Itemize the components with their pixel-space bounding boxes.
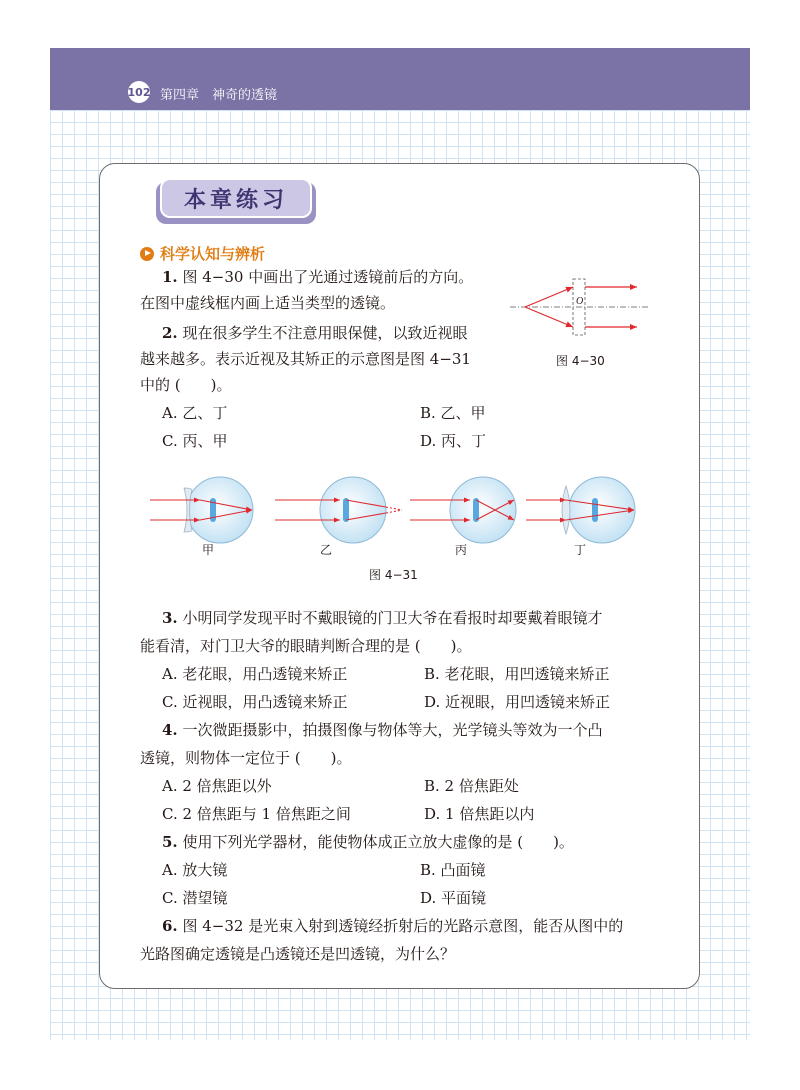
chapter-title: 第四章 神奇的透镜 bbox=[160, 88, 278, 103]
fig431-caption: 图 4−31 bbox=[369, 568, 418, 582]
page-number: 102 bbox=[128, 81, 150, 103]
q4-option-a: A. 2 倍焦距以外 bbox=[162, 777, 272, 795]
fig431-label-yi: 乙 bbox=[320, 543, 333, 557]
section-title: 科学认知与辨析 bbox=[160, 245, 266, 263]
q4-option-c: C. 2 倍焦距与 1 倍焦距之间 bbox=[162, 805, 351, 823]
q2-option-d: D. 丙、丁 bbox=[420, 432, 487, 450]
q3-line1 bbox=[162, 609, 602, 627]
q6-number: 6. bbox=[162, 917, 178, 935]
play-bullet-icon bbox=[140, 247, 154, 261]
q5-line1 bbox=[162, 833, 574, 851]
q2-line2: 越来越多。表示近视及其矫正的示意图是图 4−31 bbox=[140, 350, 471, 368]
eye-diagram-jia bbox=[150, 477, 253, 543]
q5-option-a: A. 放大镜 bbox=[162, 861, 228, 879]
q2-option-a: A. 乙、丁 bbox=[162, 404, 228, 422]
q2-text1: 现在很多学生不注意用眼保健，以致近视眼 bbox=[182, 324, 468, 342]
fig431-label-jia: 甲 bbox=[202, 543, 215, 557]
q1-number: 1. bbox=[162, 268, 178, 286]
q2-number: 2. bbox=[162, 324, 178, 342]
q3-text1: 小明同学发现平时不戴眼镜的门卫大爷在看报时却要戴着眼镜才 bbox=[182, 609, 603, 627]
q3-option-d: D. 近视眼，用凹透镜来矫正 bbox=[424, 693, 611, 711]
q6-text1: 图 4−32 是光束入射到透镜经折射后的光路示意图，能否从图中的 bbox=[182, 917, 624, 935]
q3-option-a: A. 老花眼，用凸透镜来矫正 bbox=[162, 665, 348, 683]
q1-line2: 在图中虚线框内画上适当类型的透镜。 bbox=[140, 294, 396, 312]
eye-diagram-bing bbox=[410, 477, 516, 543]
q6-line1 bbox=[162, 917, 623, 935]
q5-option-c: C. 潜望镜 bbox=[162, 889, 228, 907]
incident-ray-lower bbox=[525, 307, 573, 327]
q5-text1: 使用下列光学器材，能使物体成正立放大虚像的是 ( )。 bbox=[182, 833, 574, 851]
q3-line2: 能看清，对门卫大爷的眼睛判断合理的是 ( )。 bbox=[140, 637, 472, 655]
fig430-caption: 图 4−30 bbox=[556, 354, 605, 368]
q4-line1 bbox=[162, 721, 602, 739]
q2-option-b: B. 乙、甲 bbox=[420, 404, 486, 422]
q2-line1 bbox=[162, 324, 467, 342]
q4-text1: 一次微距摄影中，拍摄图像与物体等大，光学镜头等效为一个凸 bbox=[182, 721, 603, 739]
q3-option-c: C. 近视眼，用凸透镜来矫正 bbox=[162, 693, 348, 711]
q1-text1: 图 4−30 中画出了光通过透镜前后的方向。 bbox=[182, 268, 474, 286]
eye-diagram-ding bbox=[526, 477, 635, 543]
incident-ray-upper bbox=[525, 287, 573, 307]
section-heading bbox=[140, 243, 265, 264]
point-o-label: O bbox=[576, 296, 584, 307]
figure-4-30 bbox=[505, 275, 655, 345]
q3-number: 3. bbox=[162, 609, 178, 627]
q1-line1 bbox=[162, 268, 473, 286]
fig431-label-ding: 丁 bbox=[574, 543, 587, 557]
q4-line2: 透镜，则物体一定位于 ( )。 bbox=[140, 749, 352, 767]
q5-option-b: B. 凸面镜 bbox=[420, 861, 486, 879]
eye-diagram-yi bbox=[275, 477, 402, 543]
q4-option-b: B. 2 倍焦距处 bbox=[424, 777, 519, 795]
q5-option-d: D. 平面镜 bbox=[420, 889, 487, 907]
q5-number: 5. bbox=[162, 833, 178, 851]
q4-number: 4. bbox=[162, 721, 178, 739]
header-bar bbox=[50, 48, 750, 110]
chapter-exercise-badge bbox=[160, 178, 312, 218]
q3-option-b: B. 老花眼，用凹透镜来矫正 bbox=[424, 665, 610, 683]
badge-title: 本章练习 bbox=[183, 187, 288, 213]
q2-option-c: C. 丙、甲 bbox=[162, 432, 228, 450]
q2-line3: 中的 ( )。 bbox=[140, 376, 232, 394]
fig431-label-bing: 丙 bbox=[455, 543, 468, 557]
q4-option-d: D. 1 倍焦距以内 bbox=[424, 805, 535, 823]
q6-line2: 光路图确定透镜是凸透镜还是凹透镜，为什么？ bbox=[140, 945, 456, 963]
convex-lens bbox=[562, 486, 570, 534]
